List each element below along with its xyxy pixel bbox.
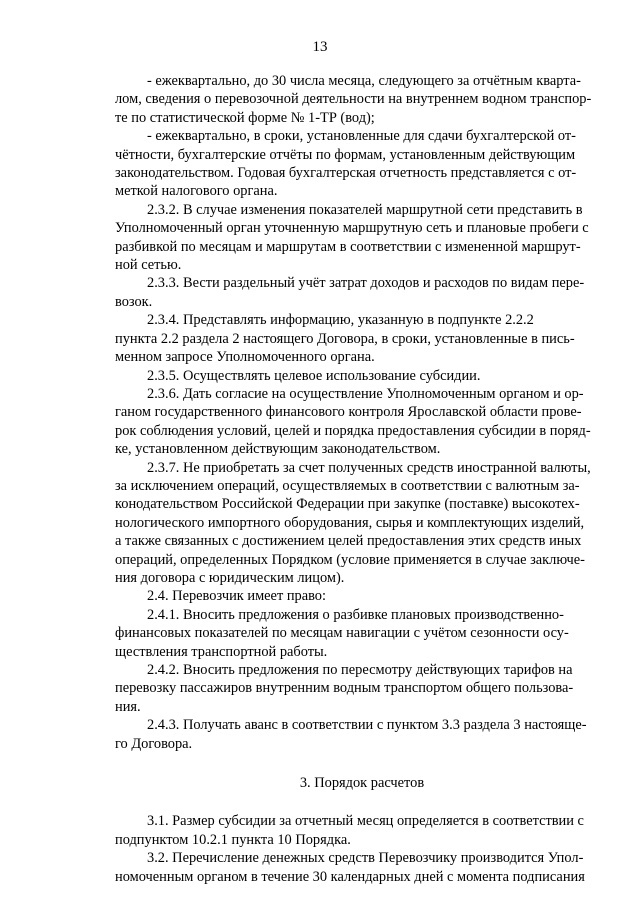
paragraph-2-4-1: 2.4.1. Вносить предложения о разбивке плановых производственно- финансовых показателей по месяцам навигации с учётом сезонности осу- ществления транспортной работы.	[115, 606, 569, 660]
paragraph-2-4-2: 2.4.2. Вносить предложения по пересмотру действующих тарифов на перевозку пассажиров внутренним водным транспортом общего пользова- ния.	[115, 662, 574, 715]
paragraph-2-3-3: 2.3.3. Вести раздельный учёт затрат доходов и расходов по видам пере- возок.	[115, 275, 585, 310]
paragraph-2-3-6: 2.3.6. Дать согласие на осуществление Уполномоченным органом и ор- ганом государственного финансового контроля Ярославской области прове- рок соблюдения условий, целей и порядка предоставления субсидии в поряд- ке, установленном действующим законодательством.	[115, 385, 591, 458]
paragraph-2-3-4: 2.3.4. Представлять информацию, указанную в подпункте 2.2.2 пункта 2.2 раздела 2 настоящего Договора, в сроки, установленные в пись- менном запросе Уполномоченного органа.	[115, 312, 575, 366]
page-number: 13	[312, 39, 328, 55]
section-title: 3. Порядок расчетов	[299, 775, 425, 792]
paragraph-3-2: 3.2. Перечисление денежных средств Перевозчику производится Упол- номоченным органом в течение 30 календарных дней с момента подписания	[115, 850, 585, 885]
paragraph-2-3-2: 2.3.2. В случае изменения показателей маршрутной сети представить в Уполномоченный орган уточненную маршрутную сеть и плановые пробеги с разбивкой по месяцам и маршрутам в соответствии с измененной маршрут- ной сетью.	[115, 201, 589, 274]
paragraph-2-4: 2.4. Перевозчик имеет право:	[147, 588, 327, 605]
paragraph-quarterly-statistics: - ежеквартально, до 30 числа месяца, следующего за отчётным кварта- лом, сведения о перевозочной деятельности на внутреннем водном транспор- те по статистической форме № 1-ТР (вод);	[115, 73, 592, 126]
document-body	[115, 72, 609, 886]
paragraph-2-3-7: 2.3.7. Не приобретать за счет полученных средств иностранной валюты, за исключением операций, осуществляемых в соответствии с валютным за- конодательством Российской Федерации при закупке (поставке) высокотех- нологического импортного оборудования, сырья и комплектующих изделий, а также связанных с достижением целей предоставления этих средств иных операций, определенных Порядком (условие применяется в случае заключе- ния договора с юридическим лицом).	[115, 459, 591, 586]
paragraph-3-1: 3.1. Размер субсидии за отчетный месяц определяется в соответствии с подпунктом 10.2.1 пункта 10 Порядка.	[115, 813, 584, 848]
paragraph-2-3-5: 2.3.5. Осуществлять целевое использование субсидии.	[147, 367, 481, 384]
paragraph-2-4-3: 2.4.3. Получать аванс в соответствии с пунктом 3.3 раздела 3 настояще- го Договора.	[115, 717, 587, 752]
paragraph-quarterly-accounting: - ежеквартально, в сроки, установленные для сдачи бухгалтерской от- чётности, бухгалтерские отчёты по формам, установленным действующим законодательством. Годовая бухгалтерская отчетность представляется с от- меткой налогового органа.	[115, 128, 577, 200]
